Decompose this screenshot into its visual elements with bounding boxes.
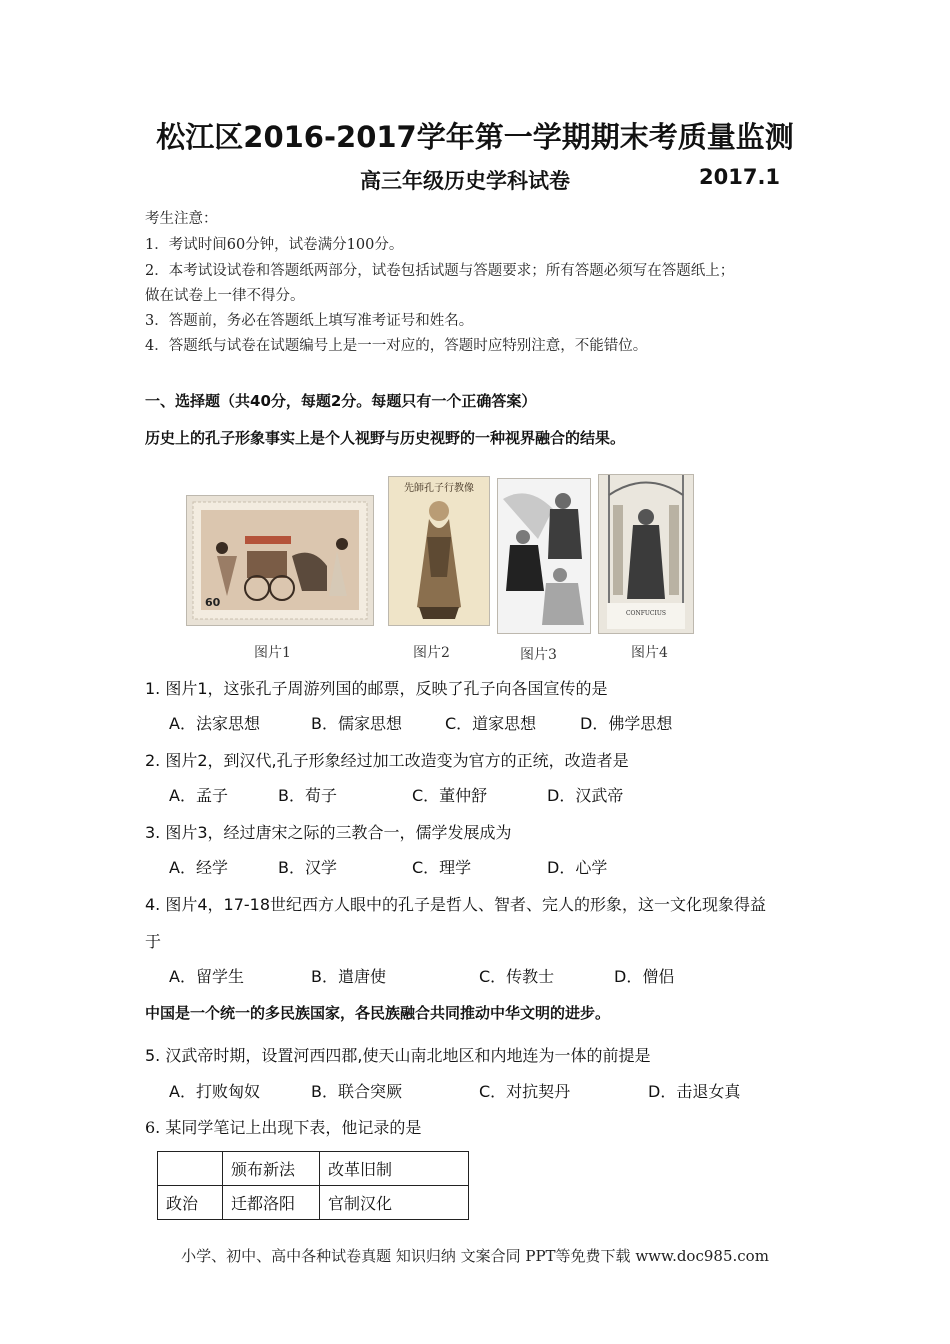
notice-heading: 考生注意： [145, 211, 218, 227]
table-cell: 政治 [158, 1186, 223, 1220]
question-2-stem: 2. 图片2，到汉代,孔子形象经过加工改造变为官方的正统，改造者是 [145, 751, 629, 770]
question-4-stem-continued: 于 [145, 932, 162, 951]
section-heading: 一、选择题（共40分，每题2分。每题只有一个正确答案） [145, 392, 537, 410]
question-5-option-a: A．打败匈奴 [169, 1082, 260, 1101]
table-row [158, 1186, 469, 1220]
notice-item: 3．答题前，务必在答题纸上填写准考证号和姓名。 [145, 313, 474, 329]
question-5-option-d: D．击退女真 [648, 1082, 741, 1101]
portrait-illustration [389, 477, 489, 625]
picture-caption: 图片2 [413, 645, 450, 661]
picture-caption: 图片3 [520, 647, 557, 663]
question-3-stem: 3. 图片3，经过唐宋之际的三教合一，儒学发展成为 [145, 823, 512, 842]
table-cell: 官制汉化 [320, 1186, 469, 1220]
three-teachings-illustration [498, 479, 590, 633]
question-3-option-b: B．汉学 [278, 858, 337, 877]
question-1-stem: 1. 图片1，这张孔子周游列国的邮票，反映了孔子向各国宣传的是 [145, 679, 608, 698]
question-4-option-a: A．留学生 [169, 967, 244, 986]
portrait-inscription: 先師孔子行教像 [404, 483, 474, 494]
exam-subtitle: 高三年级历史学科试卷 [360, 169, 570, 193]
table-cell [158, 1152, 223, 1186]
question-3-option-c: C．理学 [412, 858, 472, 877]
notes-table [157, 1151, 469, 1220]
question-4-option-d: D．僧侣 [614, 967, 675, 986]
notice-item: 做在试卷上一律不得分。 [145, 288, 305, 304]
stamp-image [186, 495, 374, 626]
question-1-option-a: A．法家思想 [169, 714, 260, 733]
notice-item: 4．答题纸与试卷在试题编号上是一一对应的，答题时应特别注意，不能错位。 [145, 338, 648, 354]
three-teachings-image [497, 478, 591, 634]
stamp-value: 60 [205, 596, 221, 609]
question-2-option-a: A．孟子 [169, 786, 228, 805]
notice-item: 1．考试时间60分钟，试卷满分100分。 [145, 237, 404, 253]
question-6-stem: 6. 某同学笔记上出现下表，他记录的是 [145, 1118, 422, 1137]
table-row [158, 1152, 469, 1186]
question-1-option-d: D．佛学思想 [580, 714, 673, 733]
table-cell: 迁都洛阳 [223, 1186, 320, 1220]
question-2-option-d: D．汉武帝 [547, 786, 624, 805]
question-4-option-b: B．遣唐使 [311, 967, 386, 986]
question-2-option-b: B．荀子 [278, 786, 337, 805]
table-cell: 颁布新法 [223, 1152, 320, 1186]
page-footer: 小学、初中、高中各种试卷真题 知识归纳 文案合同 PPT等免费下载 www.doc985.com [181, 1247, 769, 1265]
question-5-option-c: C．对抗契丹 [479, 1082, 571, 1101]
exam-title: 松江区2016-2017学年第一学期期末考质量监测 [156, 120, 794, 154]
exam-date: 2017.1 [699, 165, 781, 189]
western-confucius-illustration [599, 475, 693, 633]
question-1-option-b: B．儒家思想 [311, 714, 402, 733]
question-1-option-c: C．道家思想 [445, 714, 537, 733]
western-confucius-label: CONFUCIUS [625, 610, 667, 617]
question-5-stem: 5. 汉武帝时期，设置河西四郡,使天山南北地区和内地连为一体的前提是 [145, 1046, 651, 1065]
question-3-option-a: A．经学 [169, 858, 228, 877]
question-4-stem: 4. 图片4，17-18世纪西方人眼中的孔子是哲人、智者、完人的形象，这一文化现象得益 [145, 895, 767, 914]
section-intro-2: 中国是一个统一的多民族国家，各民族融合共同推动中华文明的进步。 [145, 1004, 611, 1022]
section-intro: 历史上的孔子形象事实上是个人视野与历史视野的一种视界融合的结果。 [145, 429, 626, 447]
stamp-illustration [187, 496, 373, 625]
question-5-option-b: B．联合突厥 [311, 1082, 402, 1101]
confucius-portrait-image [388, 476, 490, 626]
question-4-option-c: C．传教士 [479, 967, 555, 986]
picture-caption: 图片1 [254, 645, 291, 661]
question-2-option-c: C．董仲舒 [412, 786, 488, 805]
table-cell: 改革旧制 [320, 1152, 469, 1186]
western-confucius-image [598, 474, 694, 634]
notice-item: 2．本考试设试卷和答题纸两部分，试卷包括试题与答题要求；所有答题必须写在答题纸上； [145, 263, 735, 279]
question-3-option-d: D．心学 [547, 858, 608, 877]
picture-caption: 图片4 [631, 645, 668, 661]
